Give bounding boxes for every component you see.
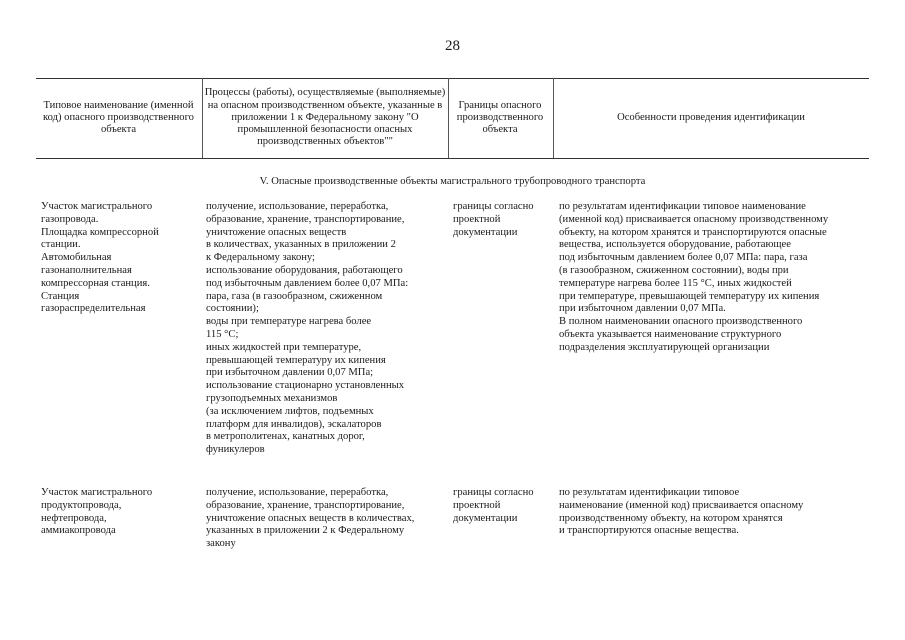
row-1-features: по результатам идентификации типовое наименование (именной код) присваивается опасному производственному объекту, на котором хранятся и транспортируются опасные вещества, используется оборудование, работающее под избыточным давлением более 0,07 МПа: пара, газа (в газообразном, сжиженном состоянии), воды при температуре нагрева более 115 °С, иных жидкостей при температуре, превышающей температуру их кипения при избыточном давлении 0,07 МПа. В полном наименовании опасного производственного объекта указывается наименование структурного подразделения эксплуатирующей организации <box>559 201 829 353</box>
header-features: Особенности проведения идентификации <box>617 111 805 123</box>
row-2-borders: границы согласно проектной документации <box>453 487 534 524</box>
row-1-borders: границы согласно проектной документации <box>453 201 534 238</box>
section-title: V. Опасные производственные объекты магистрального трубопроводного транспорта <box>259 176 646 187</box>
header-object-name: Типовое наименование (именной код) опасного производственного объекта <box>43 99 194 136</box>
page-number: 28 <box>445 38 460 54</box>
row-1-object-name: Участок магистрального газопровода. Площадка компрессорной станции. Автомобильная газонаполнительная компрессорная станция. Станция газораспределительная <box>41 201 159 315</box>
row-2-processes: получение, использование, переработка, образование, хранение, транспортирование, уничтожение опасных веществ в количествах, указанных в приложении 2 к Федеральному закону <box>206 487 415 550</box>
row-1-processes: получение, использование, переработка, образование, хранение, транспортирование, уничтожение опасных веществ в количествах, указанных в приложении 2 к Федеральному закону; использование оборудования, работающего под избыточным давлением более 0,07 МПа: пара, газа (в газообразном, сжиженном состоянии); воды при температуре нагрева более 115 °С; иных жидкостей при температуре, превышающей температуру их кипения при избыточном давлении 0,07 МПа; использование стационарно установленных грузоподъемных механизмов (за исключением лифтов, подъемных платформ для инвалидов), эскалаторов в метрополитенах, канатных дорог, фуникулеров <box>206 201 409 456</box>
row-2-object-name: Участок магистрального продуктопровода, нефтепровода, аммиакопровода <box>41 487 153 537</box>
row-2-features: по результатам идентификации типовое наименование (именной код) присваивается опасному производственному объекту, на котором хранятся и транспортируются опасные вещества. <box>559 487 804 537</box>
header-borders: Границы опасного производственного объекта <box>456 99 544 136</box>
header-processes: Процессы (работы), осуществляемые (выполняемые) на опасном производственном объекте, указанные в приложении 1 к Федеральному закону "О промышленной безопасности опасных производственных объектов"" <box>204 87 446 148</box>
table-header-bottom-rule <box>36 158 869 159</box>
